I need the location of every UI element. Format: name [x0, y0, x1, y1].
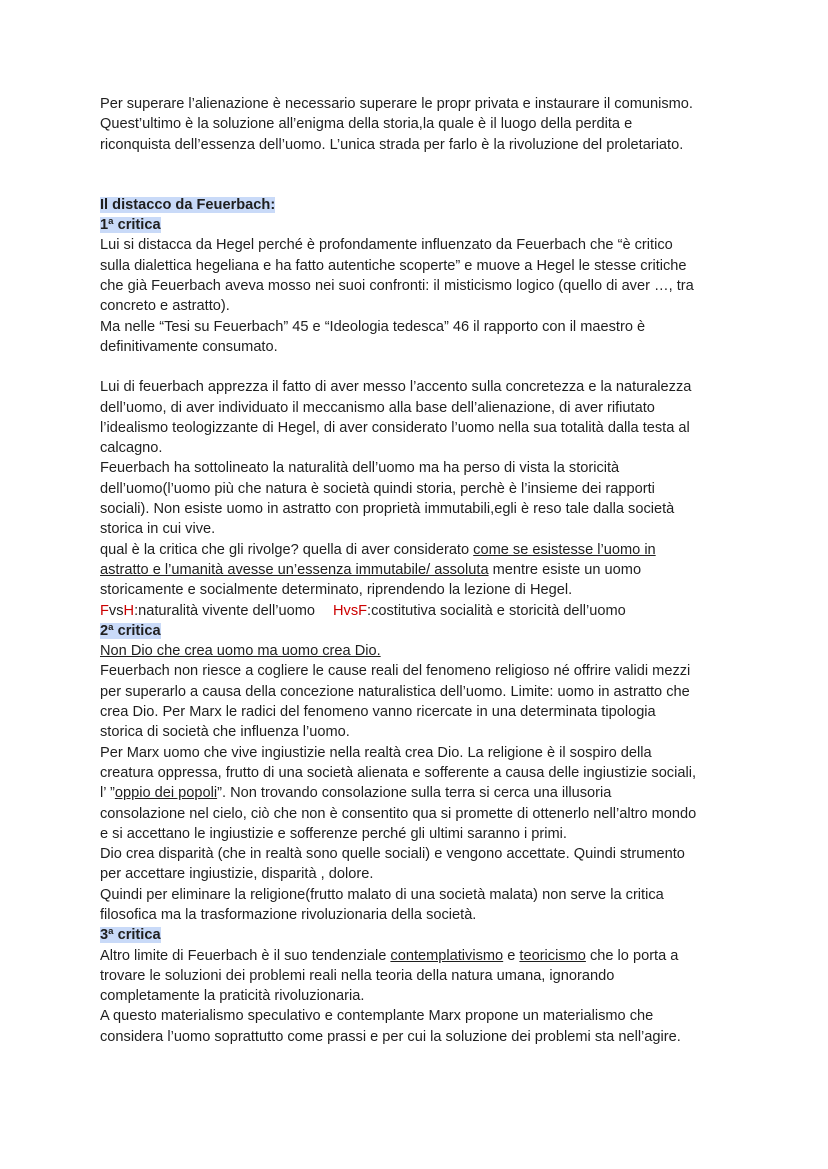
critica-1-paragraph — [100, 235, 728, 357]
text-line: Quest’ultimo è la soluzione all’enigma della storia,la quale è il luogo della perdita e — [100, 116, 633, 133]
underlined-text: Non Dio che crea uomo ma uomo crea Dio. — [100, 643, 381, 660]
text-line: Per superare l’alienazione è necessario superare le propr privata e instaurare il comunismo. — [100, 96, 693, 112]
text-line: filosofica ma la trasformazione rivoluzionaria della società. — [100, 906, 477, 923]
text-line: Lui di feuerbach apprezza il fatto di aver messo l’accento sulla concretezza e la naturalezza — [100, 379, 692, 396]
underlined-text: teoricismo — [519, 947, 586, 964]
text-line — [100, 560, 728, 580]
text-span: ”. Non trovando consolazione sulla terra si cerca una illusoria — [217, 785, 612, 802]
text-span: mentre esiste un uomo — [488, 561, 642, 578]
text-span: l’ ” — [100, 785, 115, 802]
text-line: storicamente e socialmente determinato, riprendendo la lezione di Hegel. — [100, 582, 573, 599]
underlined-text: come se esistesse l’uomo in — [473, 541, 656, 558]
text-span: che lo porta a — [585, 947, 679, 964]
comparison-line — [100, 601, 728, 621]
text-span: Altro limite di Feuerbach è il suo tendenziale — [100, 947, 391, 964]
text-line: definitivamente consumato. — [100, 338, 278, 355]
text-line: creatura oppressa, frutto di una società alienata e sofferente a causa delle ingiustizie sociali, — [100, 764, 696, 781]
text-line: concreto e astratto). — [100, 298, 230, 315]
text-line: Dio crea disparità (che in realtà sono quelle sociali) e vengono accettate. Quindi strumento — [100, 846, 685, 863]
text-line: per superarlo a causa della concezione naturalistica dell’uomo. Limite: uomo in astratto che — [100, 683, 690, 700]
text-line: Ma nelle “Tesi su Feuerbach” 45 e “Ideologia tedesca” 46 il rapporto con il maestro è — [100, 318, 646, 335]
text-line: storica in cui vive. — [100, 521, 216, 538]
red-letter: F — [358, 602, 368, 619]
text-span: :costitutiva socialità e storicità dell’uomo — [367, 602, 626, 619]
text-line: Per Marx uomo che vive ingiustizie nella realtà crea Dio. La religione è il sospiro della — [100, 744, 652, 761]
text-line: consolazione nel cielo, ciò che non è consentito qua si promette di ottenerlo nell’altro mondo — [100, 805, 697, 822]
red-letter: F — [100, 602, 109, 619]
critica-2-heading: 2ª critica — [100, 622, 161, 639]
red-letter: H — [123, 602, 135, 619]
text-line — [100, 946, 728, 966]
text-line: dell’uomo, di aver individuato il meccanismo alla base dell’alienazione, di aver rifiutato — [100, 399, 655, 416]
text-line: Feuerbach non riesce a cogliere le cause reali del fenomeno religioso né offrire validi mezzi — [100, 663, 691, 680]
text-line — [100, 783, 728, 803]
text-line: e si accettano le ingiustizie e sofferenze perché gli ultimi saranno i primi. — [100, 825, 567, 842]
red-letter: H — [332, 602, 344, 619]
text-line: completamente la praticità rivoluzionaria. — [100, 988, 365, 1005]
underlined-text: oppio dei popoli — [114, 785, 218, 802]
text-line: sociali). Non esiste uomo in astratto con proprietà immutabili,egli è reso tale dalla società — [100, 501, 675, 518]
text-span: qual è la critica che gli rivolge? quella di aver considerato — [100, 541, 474, 558]
vs-text: vs — [343, 602, 359, 619]
text-line: trovare le soluzioni dei problemi reali nella teoria della natura umana, ignorando — [100, 967, 615, 984]
text-line: l’idealismo teologizzante di Hegel, di aver considerato l’uomo nella sua totalità dalla testa al — [100, 419, 690, 436]
text-line: crea Dio. Per Marx le radici del fenomeno vanno ricercate in una determinata tipologia — [100, 704, 656, 721]
text-line: che già Feuerbach aveva mosso nei suoi confronti: il misticismo logico (quello di aver …, tra — [100, 278, 694, 295]
text-line: dell’uomo(l’uomo più che natura è società quindi storia, perchè è l’insieme dei rapporti — [100, 480, 655, 497]
critica-1-paragraph-2 — [100, 377, 728, 621]
section-title: Il distacco da Feuerbach: — [100, 196, 276, 213]
text-line: sulla dialettica hegeliana e ha fatto autentiche scoperte” e muove a Hegel le stesse critiche — [100, 257, 687, 274]
text-span: e — [503, 947, 520, 964]
text-span: :naturalità vivente dell’uomo — [134, 602, 315, 619]
critica-2-paragraph — [100, 641, 728, 925]
text-line: storica di società che influenza l’uomo. — [100, 724, 350, 741]
vs-text: vs — [108, 602, 124, 619]
text-line: considera l’uomo soprattutto come prassi e per cui la soluzione dei problemi sta nell’agire. — [100, 1028, 681, 1045]
text-line: A questo materialismo speculativo e contemplante Marx propone un materialismo che — [100, 1008, 654, 1025]
text-line — [100, 540, 728, 560]
text-line: Feuerbach ha sottolineato la naturalità dell’uomo ma ha perso di vista la storicità — [100, 460, 620, 477]
underlined-text: astratto e l’umanità avesse un’essenza immutabile/ assoluta — [100, 561, 489, 578]
text-line: riconquista dell’essenza dell’uomo. L’unica strada per farlo è la rivoluzione del proletariato. — [100, 136, 684, 153]
text-line: Lui si distacca da Hegel perché è profondamente influenzato da Feuerbach che “è critico — [100, 237, 673, 254]
intro-paragraph — [100, 94, 728, 155]
critica-3-paragraph — [100, 946, 728, 1047]
critica-3-heading: 3ª critica — [100, 927, 161, 944]
text-line: per accettare ingiustizie, disparità , dolore. — [100, 866, 374, 883]
critica-1-heading: 1ª critica — [100, 217, 161, 234]
text-line: calcagno. — [100, 440, 163, 457]
text-line: Quindi per eliminare la religione(frutto malato di una società malata) non serve la critica — [100, 886, 664, 903]
underlined-text: contemplativismo — [390, 947, 504, 964]
